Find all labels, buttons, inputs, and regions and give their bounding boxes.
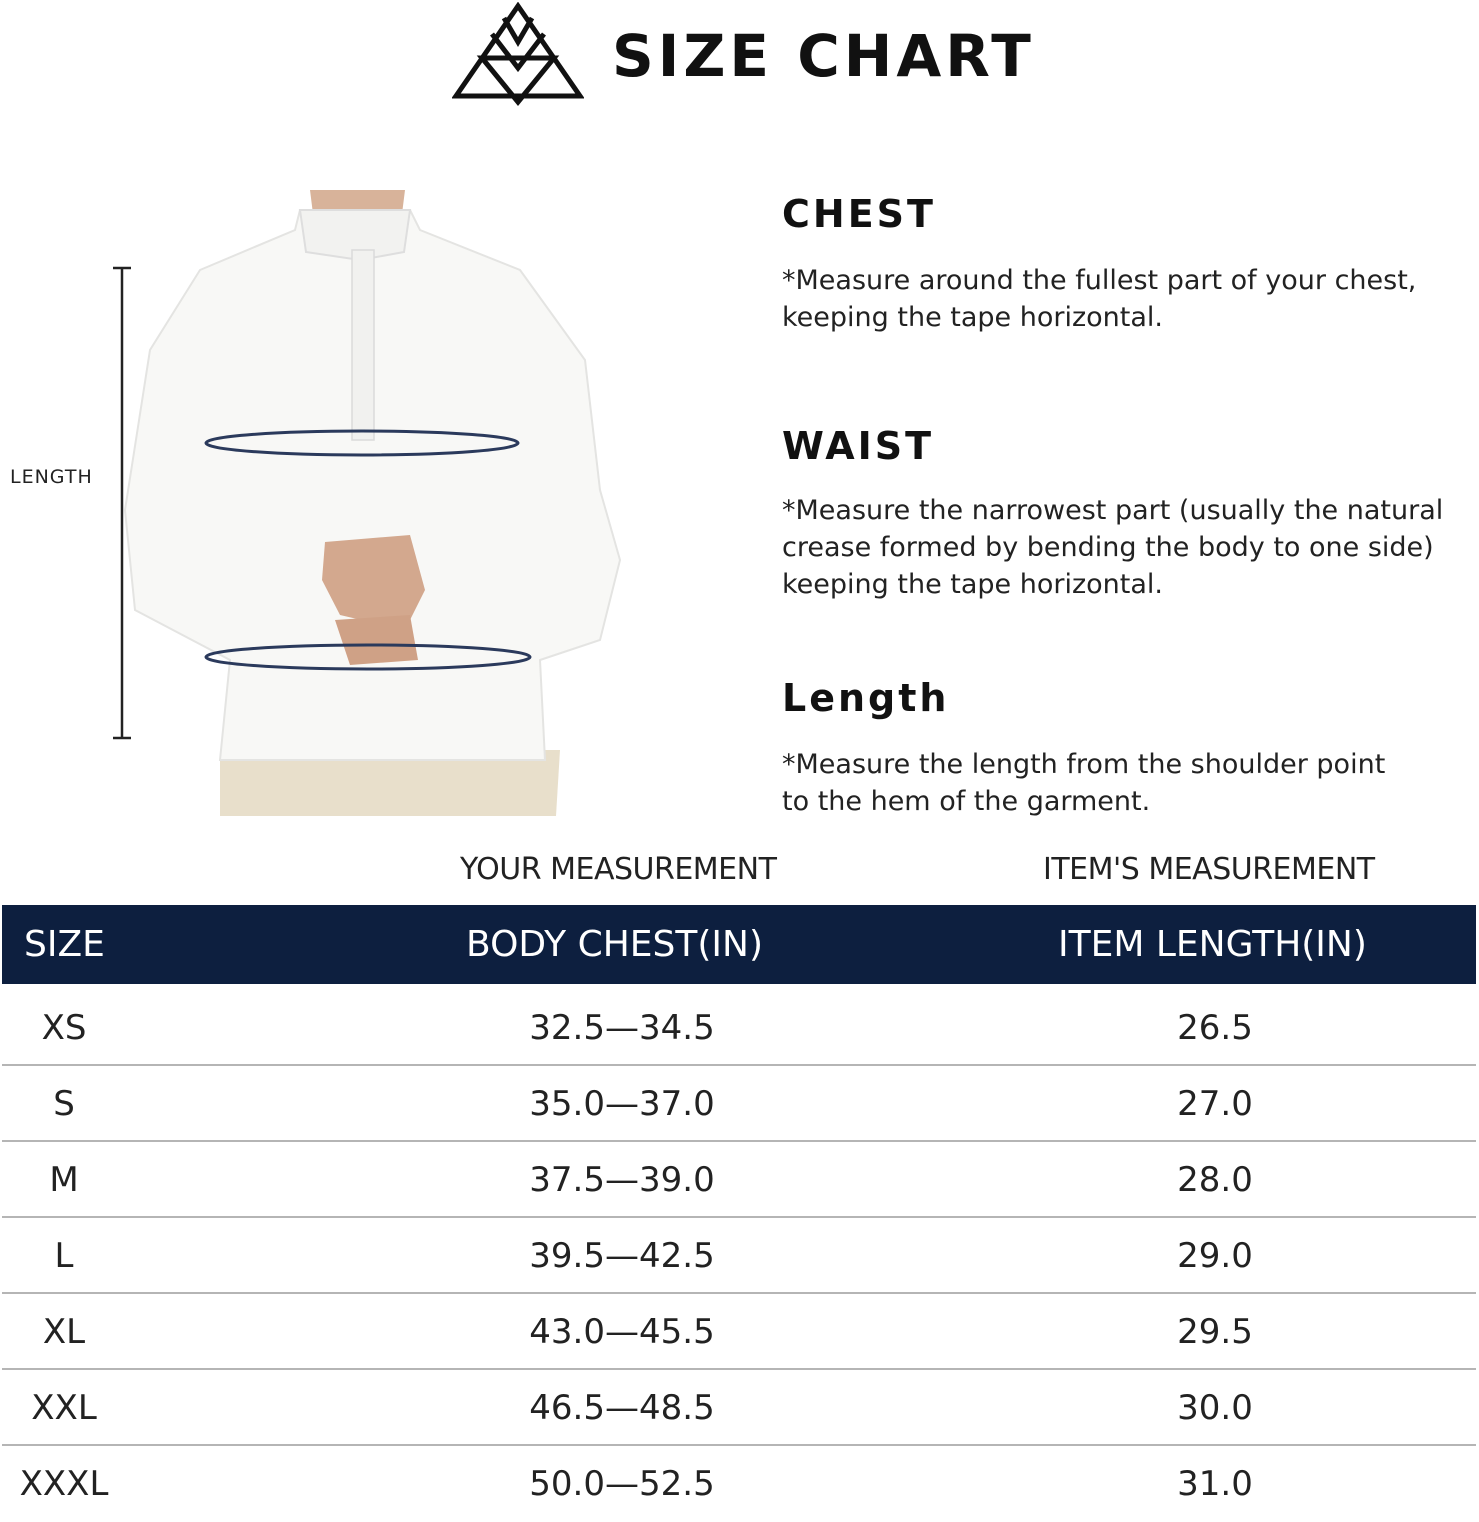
size-cell: XXXL [19, 1464, 109, 1504]
chest-section [782, 192, 1462, 336]
length-cell: 27.0 [1177, 1084, 1253, 1124]
your-measurement-label: YOUR MEASUREMENT [460, 852, 777, 887]
size-cell: M [49, 1160, 79, 1200]
length-cell: 26.5 [1177, 1008, 1253, 1048]
table-row [2, 1218, 1476, 1294]
table-row [2, 1066, 1476, 1142]
length-section [782, 676, 1462, 820]
chest-cell: 43.0—45.5 [529, 1312, 715, 1352]
header-item-length: ITEM LENGTH(IN) [1058, 924, 1367, 965]
size-cell: XL [42, 1312, 86, 1352]
size-cell: L [54, 1236, 74, 1276]
length-heading: Length [782, 676, 950, 720]
table-row [2, 1294, 1476, 1370]
header-body-chest: BODY CHEST(IN) [466, 924, 764, 965]
chest-description: *Measure around the fullest part of your chest, keeping the tape horizontal. [782, 265, 1417, 333]
size-table-header [2, 905, 1476, 984]
item-measurement-label: ITEM'S MEASUREMENT [1043, 852, 1375, 887]
table-row [2, 990, 1476, 1066]
table-row [2, 1142, 1476, 1218]
waist-section [782, 424, 1462, 603]
length-description: *Measure the length from the shoulder point to the hem of the garment. [782, 749, 1386, 817]
waist-heading: WAIST [782, 424, 935, 468]
model-figure [0, 190, 640, 820]
size-cell: XXL [31, 1388, 97, 1428]
chest-heading: CHEST [782, 192, 936, 236]
size-cell: XS [41, 1008, 87, 1048]
header-size: SIZE [24, 924, 105, 965]
length-cell: 29.0 [1177, 1236, 1253, 1276]
size-cell: S [53, 1084, 75, 1124]
length-cell: 28.0 [1177, 1160, 1253, 1200]
table-row [2, 1370, 1476, 1446]
header [0, 0, 1479, 120]
triangle-mountain-logo-icon [452, 2, 584, 110]
length-label: LENGTH [10, 466, 93, 488]
chest-cell: 46.5—48.5 [529, 1388, 715, 1428]
chest-cell: 50.0—52.5 [529, 1464, 715, 1504]
chest-cell: 37.5—39.0 [529, 1160, 715, 1200]
length-cell: 31.0 [1177, 1464, 1253, 1504]
length-cell: 30.0 [1177, 1388, 1253, 1428]
waist-description: *Measure the narrowest part (usually the natural crease formed by bending the body to one side) keeping the tape horizontal. [782, 495, 1444, 600]
chest-cell: 32.5—34.5 [529, 1008, 715, 1048]
length-cell: 29.5 [1177, 1312, 1253, 1352]
table-row [2, 1446, 1476, 1522]
chest-cell: 35.0—37.0 [529, 1084, 715, 1124]
page-title: SIZE CHART [612, 22, 1035, 90]
chest-cell: 39.5—42.5 [529, 1236, 715, 1276]
model-shirt-illustration [0, 190, 640, 820]
